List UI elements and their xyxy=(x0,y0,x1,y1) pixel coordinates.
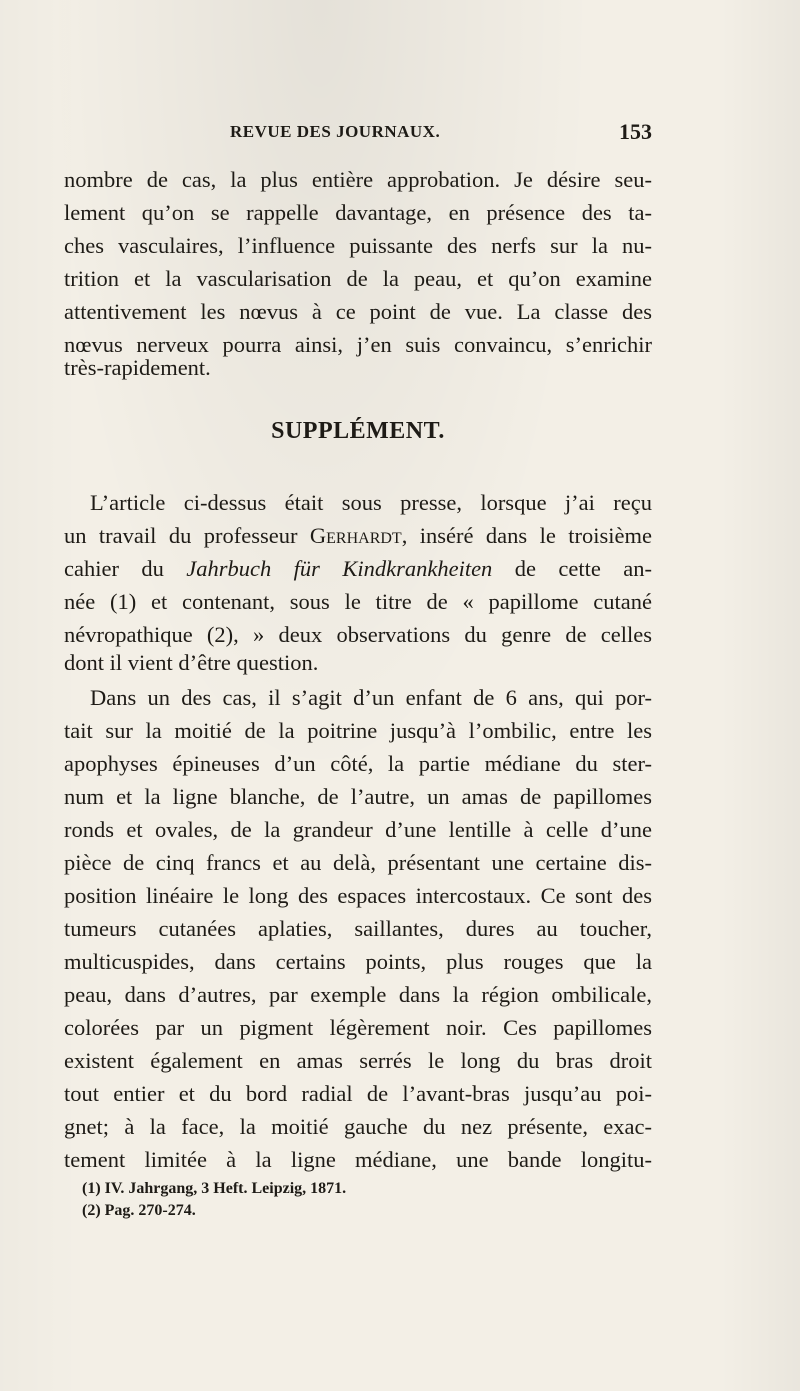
text-line: L’article ci-dessus était sous presse, lorsque j’ai reçu xyxy=(90,490,652,515)
text-line: née (1) et contenant, sous le titre de « papillome cutané xyxy=(64,589,652,614)
text-line: névropathique (2), » deux observations du genre de celles xyxy=(64,622,652,647)
text-line: tout entier et du bord radial de l’avant-bras jusqu’au poi- xyxy=(64,1081,652,1106)
author-name: Gerhardt xyxy=(309,523,402,548)
text-line: trition et la vascularisation de la peau, et qu’on examine xyxy=(64,266,652,291)
text-line: attentivement les nœvus à ce point de vue. La classe des xyxy=(64,299,652,324)
text-line: peau, dans d’autres, par exemple dans la région ombilicale, xyxy=(64,982,652,1007)
text-line: Dans un des cas, il s’agit d’un enfant de 6 ans, qui por- xyxy=(90,685,652,710)
page-header xyxy=(70,119,652,152)
text-line: num et la ligne blanche, de l’autre, un amas de papillomes xyxy=(64,784,652,809)
text-line: gnet; à la face, la moitié gauche du nez présente, exac- xyxy=(64,1114,652,1139)
text-line xyxy=(64,553,652,585)
text-line: pièce de cinq francs et au delà, présentant une certaine dis- xyxy=(64,850,652,875)
text-line xyxy=(64,520,652,552)
text-line: dont il vient d’être question. xyxy=(64,650,319,675)
footnote-1: (1) IV. Jahrgang, 3 Heft. Leipzig, 1871. xyxy=(82,1180,347,1197)
text-line: nombre de cas, la plus entière approbation. Je désire seu- xyxy=(64,167,652,192)
text-span: un travail du professeur xyxy=(64,523,310,548)
text-line: ronds et ovales, de la grandeur d’une lentille à celle d’une xyxy=(64,817,652,842)
text-span: de cette an- xyxy=(492,556,652,581)
text-line: position linéaire le long des espaces intercostaux. Ce sont des xyxy=(64,883,652,908)
text-line: tumeurs cutanées aplaties, saillantes, dures au toucher, xyxy=(64,916,652,941)
text-line: très-rapidement. xyxy=(64,355,211,380)
text-line: existent également en amas serrés le long du bras droit xyxy=(64,1048,652,1073)
text-line: colorées par un pigment légèrement noir. Ces papillomes xyxy=(64,1015,652,1040)
journal-title: Jahrbuch für Kindkrankheiten xyxy=(186,556,493,581)
text-line: ches vasculaires, l’influence puissante des nerfs sur la nu- xyxy=(64,233,652,258)
text-line: nœvus nerveux pourra ainsi, j’en suis convaincu, s’enrichir xyxy=(64,332,652,357)
section-heading: SUPPLÉMENT. xyxy=(271,418,445,444)
text-line: apophyses épineuses d’un côté, la partie médiane du ster- xyxy=(64,751,652,776)
text-line: tement limitée à la ligne médiane, une bande longitu- xyxy=(64,1147,652,1172)
text-span: , inséré dans le troisième xyxy=(401,523,652,548)
footnote-2: (2) Pag. 270-274. xyxy=(82,1202,196,1219)
text-line: lement qu’on se rappelle davantage, en présence des ta- xyxy=(64,200,652,225)
text-line: multicuspides, dans certains points, plus rouges que la xyxy=(64,949,652,974)
running-head: REVUE DES JOURNAUX. xyxy=(230,122,441,141)
text-span: cahier du xyxy=(64,556,187,581)
page-number: 153 xyxy=(619,119,652,144)
text-line: tait sur la moitié de la poitrine jusqu’à l’ombilic, entre les xyxy=(64,718,652,743)
